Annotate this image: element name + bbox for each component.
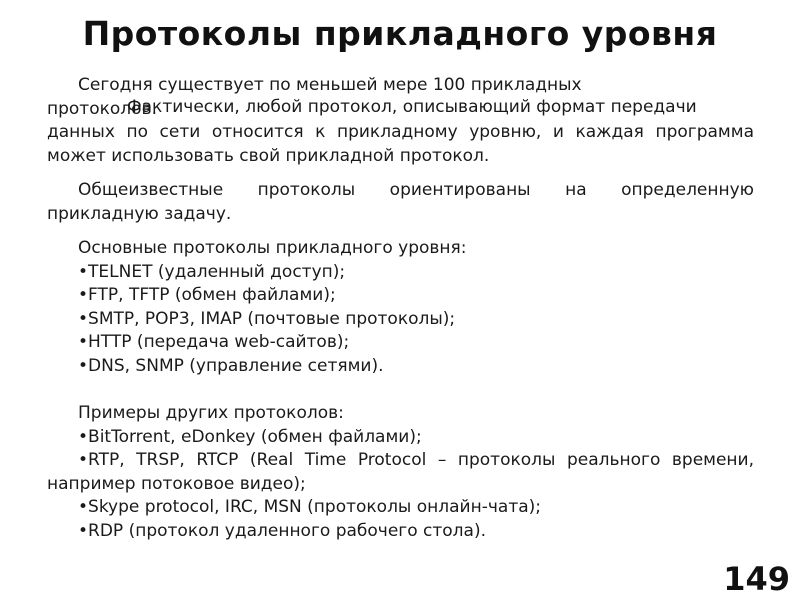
other-protocol-item: •BitTorrent, eDonkey (обмен файлами); xyxy=(78,426,422,447)
paragraph-intro-rest: данных по сети относится к прикладному уровню, и каждая программа может использовать свой прикладной протокол. xyxy=(47,122,754,166)
main-protocol-item: •SMTP, POP3, IMAP (почтовые протоколы); xyxy=(78,308,456,329)
other-protocols-heading: Примеры других протоколов: xyxy=(78,403,344,423)
page-number: 149 xyxy=(723,560,790,598)
other-protocol-item: •Skype protocol, IRC, MSN (протоколы онлайн-чата); xyxy=(78,497,542,517)
slide-body xyxy=(47,74,754,543)
main-protocol-item: •HTTP (передача web-сайтов); xyxy=(78,332,350,352)
main-protocol-item: •FTP, TFTP (обмен файлами); xyxy=(78,285,336,305)
main-protocols-heading: Основные протоколы прикладного уровня: xyxy=(78,238,467,258)
slide-title: Протоколы прикладного уровня xyxy=(82,14,718,53)
paragraph-intro-fragment-a: протоколов. xyxy=(47,98,157,119)
paragraph-intro-line1: Сегодня существует по меньшей мере 100 прикладных xyxy=(78,75,582,95)
other-protocol-item: •RDP (протокол удаленного рабочего стола). xyxy=(78,520,486,541)
paragraph-intro-overlap-line xyxy=(47,98,754,122)
paragraph-common-protocols: Общеизвестные протоколы ориентированы на определенную прикладную задачу. xyxy=(47,180,754,224)
main-protocol-item: •DNS, SNMP (управление сетями). xyxy=(78,355,384,376)
other-protocol-item: •RTP, TRSP, RTCP (Real Time Protocol – протоколы реального времени, например потоковое видео); xyxy=(47,450,754,494)
main-protocol-item: •TELNET (удаленный доступ); xyxy=(78,261,346,282)
paragraph-intro-fragment-b: Фактически, любой протокол, описывающий формат передачи xyxy=(127,96,697,117)
